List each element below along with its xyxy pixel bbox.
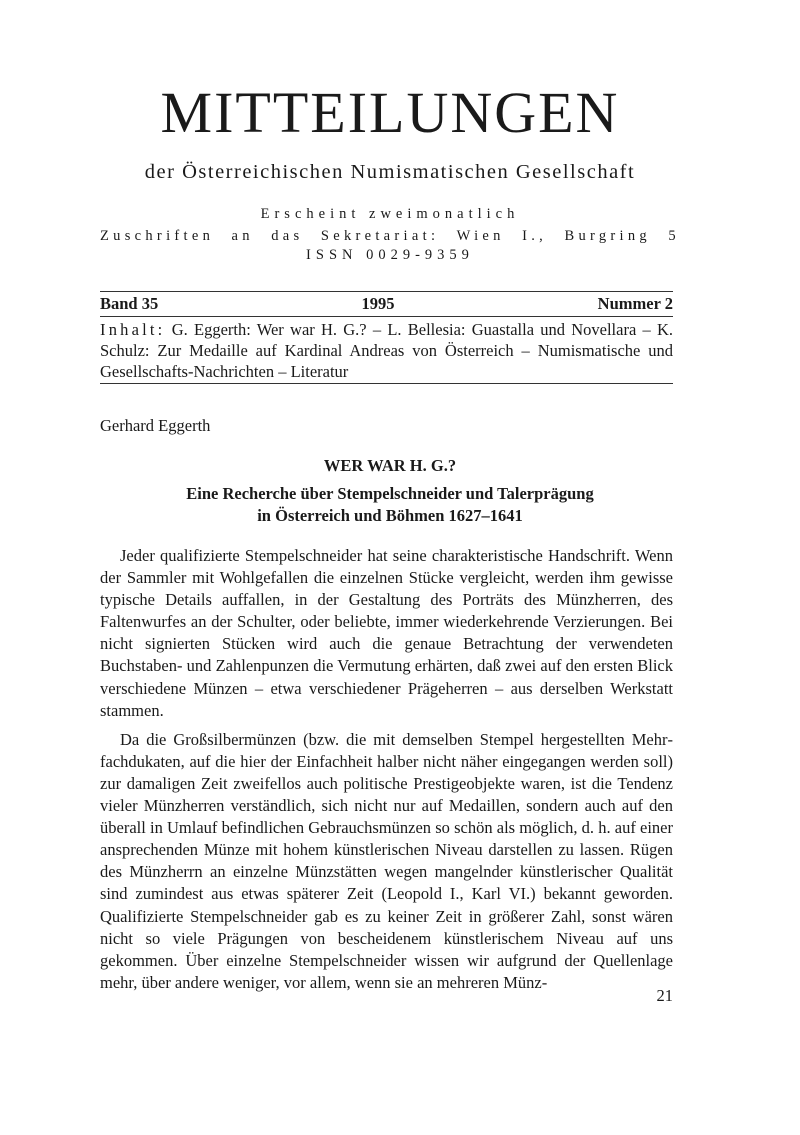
address-word: Wien <box>456 228 505 244</box>
divider-middle <box>100 316 673 317</box>
paragraph: Jeder qualifizierte Stempelschneider hat seine charakteristische Handschrift. Wenn der Sammler mit Wohlgefallen die einzelnen Stücke vergleicht, werden ihm gewisse typische Details auffallen, in der Gestaltung des Porträts des Münzherren, des Faltenwurfes an der Schulter, oder beliebte, immer wiederkehrende Verzierungen. Bei nicht signierten Stücken wird auch die genaue Betrachtung der verwendeten Buchstaben- und Zahlenpunzen die Vermutung erhärten, daß zwei auf den ersten Blick verschiedene Münzen – etwa verschiedener Prägeherren – aus derselben Werkstatt stammen. <box>100 546 673 720</box>
address-word: das <box>271 228 304 244</box>
address-word: Zuschriften <box>100 228 215 244</box>
address-word: Sekretariat: <box>320 228 440 244</box>
address-word: Burgring <box>564 228 651 244</box>
table-of-contents <box>100 319 673 382</box>
article-subtitle-line: in Österreich und Böhmen 1627–1641 <box>257 506 523 525</box>
article-subtitle <box>100 483 680 527</box>
volume-bar <box>100 292 673 316</box>
volume-band: Band 35 <box>100 294 159 313</box>
contents-label: Inhalt: <box>100 320 166 339</box>
article-body <box>100 545 673 1001</box>
publication-frequency: Erscheint zweimonatlich <box>260 206 520 222</box>
divider-bottom <box>100 383 673 384</box>
article-title: WER WAR H. G.? <box>323 456 457 475</box>
address-word: 5 <box>668 228 680 244</box>
address-word: I., <box>522 228 548 244</box>
page-number: 21 <box>656 986 673 1005</box>
issn: ISSN 0029-9359 <box>306 247 474 263</box>
address-word: an <box>231 228 254 244</box>
volume-number: Nummer 2 <box>597 294 673 313</box>
article-subtitle-line: Eine Recherche über Stempelschneider und Talerprägung <box>186 484 594 503</box>
journal-subtitle: der Österreichischen Numismatischen Gesellschaft <box>144 161 636 183</box>
contents-text: G. Eggerth: Wer war H. G.? – L. Bellesia: Guastalla und Novellara – K. Schulz: Zur Medaille auf Kardinal Andreas von Österreich – Numismatische und Gesellschafts-Nachrichten – Literatur <box>100 320 674 381</box>
article-author: Gerhard Eggerth <box>100 416 211 435</box>
journal-title: MITTEILUNGEN <box>160 80 620 145</box>
volume-year: 1995 <box>361 294 395 313</box>
correspondence-address <box>100 228 680 245</box>
paragraph: Da die Großsilbermünzen (bzw. die mit demselben Stempel hergestellten Mehrfachdukaten, auf die hier der Einfachheit halber nicht näher eingegangen werden soll) zur damaligen Zeit zweifellos auch politische Prestigeobjekte waren, ist die Tendenz vieler Münzherren verständlich, sich nicht nur auf Medaillen, sondern auch auf den überall in Umlauf befindlichen Gebrauchsmünzen so schön als möglich, d. h. auf einer ansprechenden Münze mit hohem künstlerischen Niveau darstellen zu lassen. Rügen des Münzherrn an einzelne Münzstätten wegen mangelnder künstlerischer Qualität sind zumindest aus etwas späterer Zeit (Leopold I., Karl VI.) bekannt geworden. Qualifizierte Stempelschneider gab es zu keiner Zeit in größerer Zahl, sonst wären nicht so viele Prägungen von bescheidenem künstlerischem Niveau auf uns gekommen. Über einzelne Stempelschneider wissen wir aufgrund der Quellenlage mehr, über andere weniger, vor allem, wenn sie an mehreren Münz- <box>100 729 673 992</box>
